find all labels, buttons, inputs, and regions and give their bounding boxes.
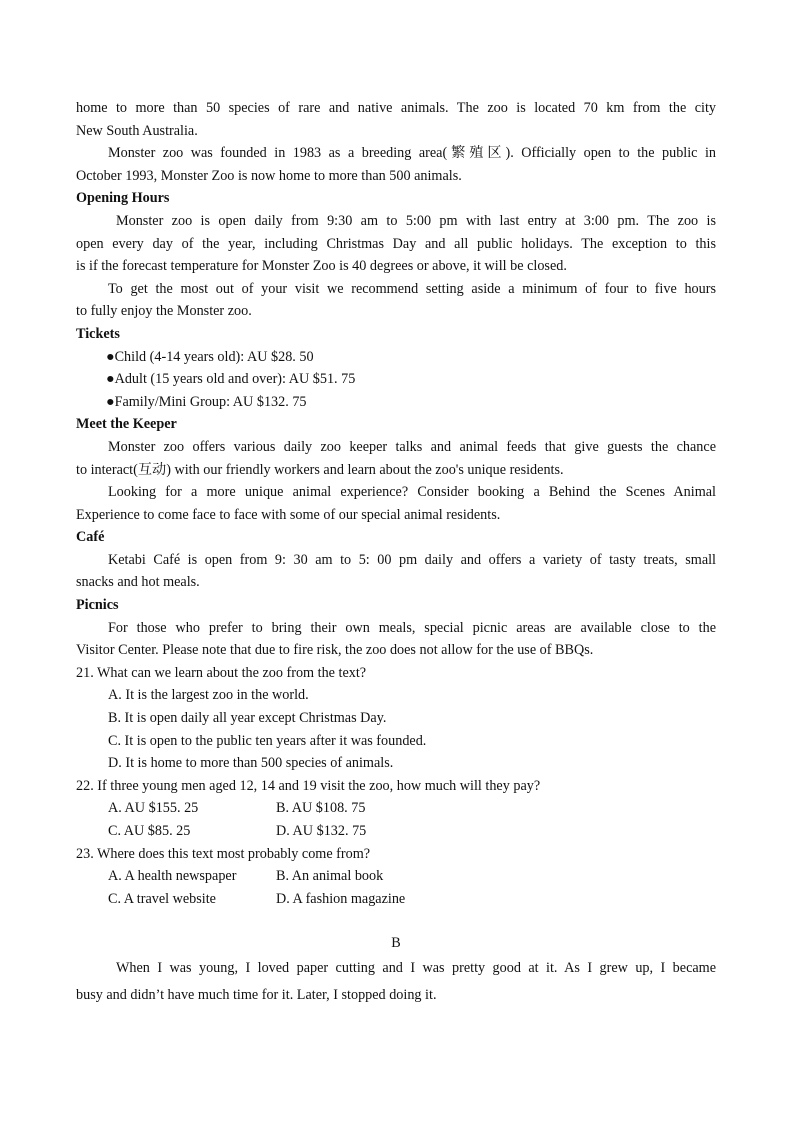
- question-21-option-c: C. It is open to the public ten years after it was founded.: [108, 732, 427, 749]
- founded-line: Monster zoo was founded in 1983 as a breeding area(繁殖区). Officially open to the public in: [108, 145, 716, 162]
- picnics-line: For those who prefer to bring their own meals, special picnic areas are available close to the: [108, 619, 716, 636]
- cafe-line: Ketabi Café is open from 9: 30 am to 5: 00 pm daily and offers a variety of tasty treats, small: [108, 551, 716, 568]
- passage-b-line: busy and didn’t have much time for it. Later, I stopped doing it.: [76, 986, 437, 1003]
- question-23-options-row: [76, 865, 716, 888]
- opening-line: is if the forecast temperature for Monster Zoo is 40 degrees or above, it will be closed.: [76, 258, 567, 275]
- question-22-option-a: A. AU $155. 25: [108, 800, 199, 817]
- question-22-options-row: [76, 820, 716, 843]
- visit-line: to fully enjoy the Monster zoo.: [76, 303, 252, 320]
- cafe-line: snacks and hot meals.: [76, 574, 200, 591]
- intro-line: home to more than 50 species of rare and native animals. The zoo is located 70 km from the city: [76, 100, 716, 116]
- opening-line: open every day of the year, including Christmas Day and all public holidays. The exception to this: [76, 235, 716, 252]
- question-23-options-row: [76, 888, 716, 911]
- opening-hours-heading: Opening Hours: [76, 190, 170, 207]
- question-23-stem: 23. Where does this text most probably come from?: [76, 845, 371, 862]
- opening-line: Monster zoo is open daily from 9:30 am to 5:00 pm with last entry at 3:00 pm. The zoo is: [116, 212, 716, 229]
- meet-keeper-heading: Meet the Keeper: [76, 416, 177, 433]
- passage-b-line: When I was young, I loved paper cutting and I was pretty good at it. As I grew up, I became: [116, 959, 716, 976]
- behind-scenes-line: Experience to come face to face with some of our special animal residents.: [76, 506, 501, 523]
- intro-line: New South Australia.: [76, 122, 198, 139]
- passage-b-label: B: [391, 935, 401, 952]
- keeper-line: to interact(互动) with our friendly workers and learn about the zoo's unique residents.: [76, 461, 564, 478]
- tickets-heading: Tickets: [76, 325, 120, 342]
- founded-line: October 1993, Monster Zoo is now home to more than 500 animals.: [76, 167, 462, 184]
- question-23-option-b: B. An animal book: [276, 868, 384, 885]
- question-21-option-d: D. It is home to more than 500 species of animals.: [108, 755, 394, 772]
- question-22-option-b: B. AU $108. 75: [276, 800, 366, 817]
- question-23-option-a: A. A health newspaper: [108, 868, 237, 885]
- visit-line: To get the most out of your visit we recommend setting aside a minimum of four to five hours: [108, 280, 716, 297]
- question-23-option-d: D. A fashion magazine: [276, 890, 406, 907]
- question-22-stem: 22. If three young men aged 12, 14 and 19 visit the zoo, how much will they pay?: [76, 777, 541, 794]
- document-page: [76, 97, 716, 1009]
- question-22-option-d: D. AU $132. 75: [276, 823, 367, 839]
- question-22-options-row: [76, 797, 716, 820]
- behind-scenes-line: Looking for a more unique animal experience? Consider booking a Behind the Scenes Animal: [108, 484, 716, 501]
- ticket-item: ●Family/Mini Group: AU $132. 75: [106, 393, 307, 410]
- picnics-heading: Picnics: [76, 597, 119, 614]
- question-21-stem: 21. What can we learn about the zoo from the text?: [76, 664, 367, 681]
- question-23-option-c: C. A travel website: [108, 890, 216, 907]
- spacer: [76, 910, 716, 932]
- question-21-option-b: B. It is open daily all year except Christmas Day.: [108, 710, 387, 727]
- keeper-line: Monster zoo offers various daily zoo keeper talks and animal feeds that give guests the chance: [108, 438, 716, 455]
- ticket-item: ●Adult (15 years old and over): AU $51. 75: [106, 371, 356, 388]
- ticket-item: ●Child (4-14 years old): AU $28. 50: [106, 348, 314, 365]
- picnics-line: Visitor Center. Please note that due to fire risk, the zoo does not allow for the use of BBQs.: [76, 642, 594, 659]
- cafe-heading: Café: [76, 529, 105, 546]
- question-22-option-c: C. AU $85. 25: [108, 823, 191, 839]
- question-21-option-a: A. It is the largest zoo in the world.: [108, 687, 309, 704]
